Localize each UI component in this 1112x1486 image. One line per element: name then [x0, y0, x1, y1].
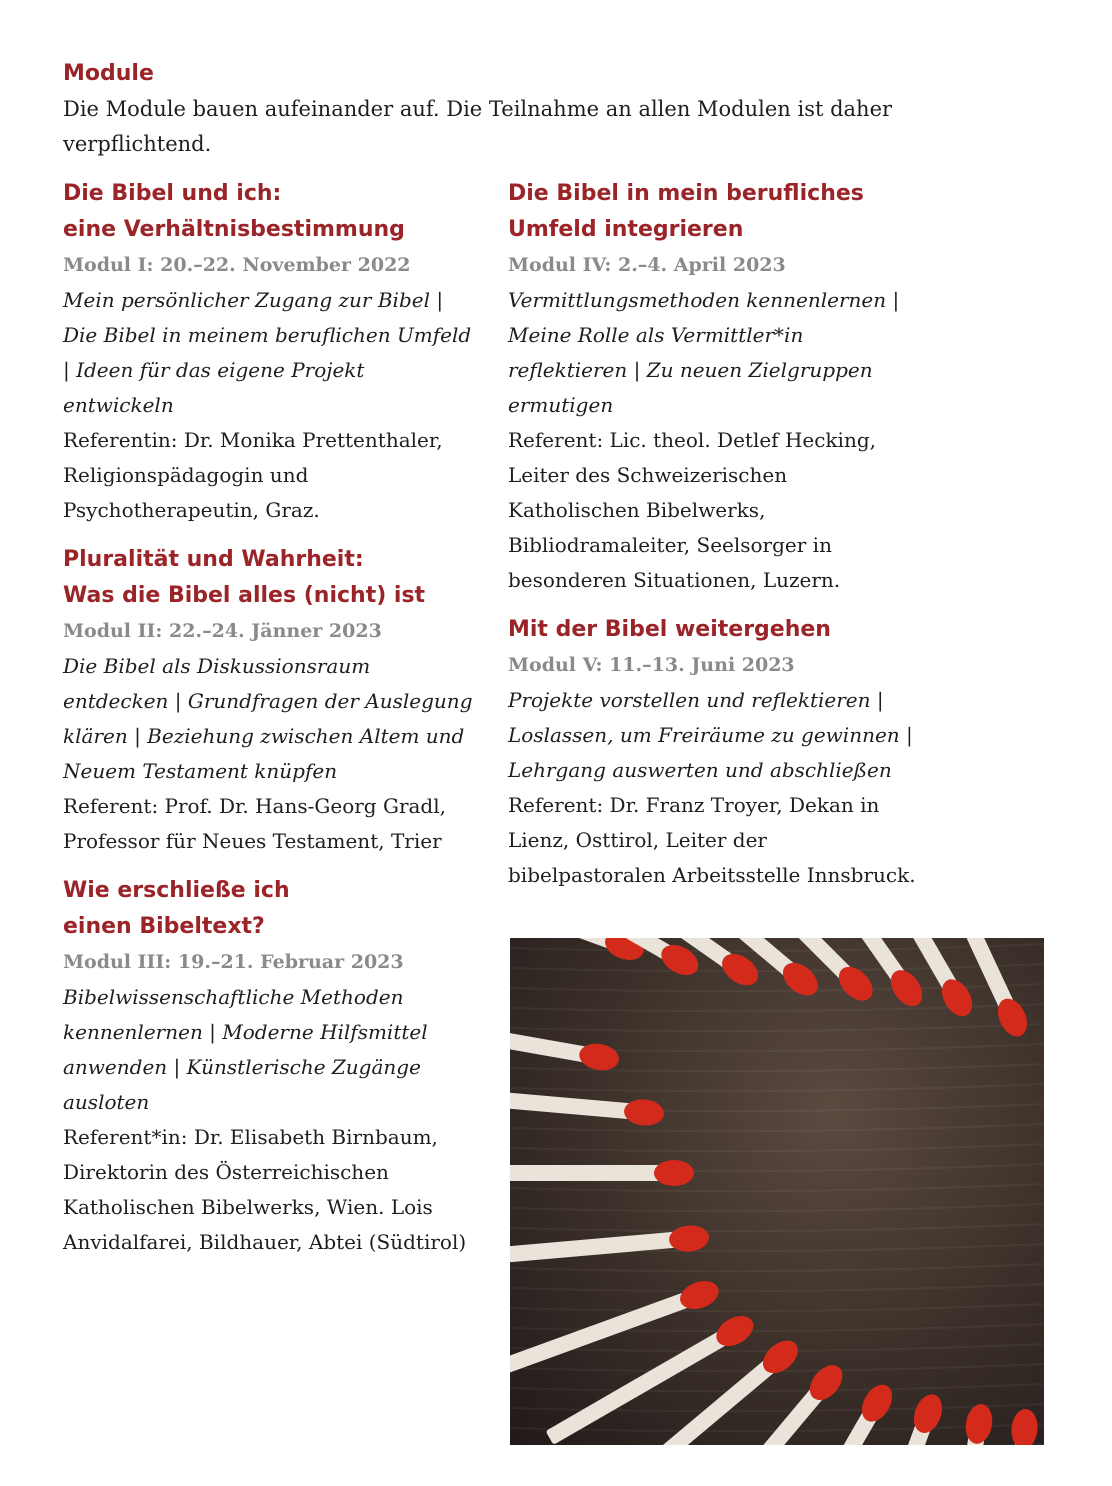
module-title-line1: Die Bibel und ich: — [63, 181, 282, 206]
intro-section — [63, 56, 963, 162]
module-title-line1: Wie erschließe ich — [63, 878, 290, 903]
module-title-line2: eine Verhältnisbestimmung — [63, 217, 405, 242]
match-stick — [510, 938, 648, 965]
module-title — [508, 612, 918, 648]
module-title-line2: Was die Bibel alles (nicht) ist — [63, 583, 426, 608]
module-speaker: Referent: Lic. theol. Detlef Hecking, Leiter des Schweizerischen Katholischen Bibelwerks, Bibliodramaleiter, Seelsorger in besonderen Situationen, Luzern. — [508, 428, 876, 592]
module-speaker: Referent*in: Dr. Elisabeth Birnbaum, Direktorin des Österreichischen Katholischen Bibelwerks, Wien. Lois Anvidalfarei, Bildhauer, Abtei (Südtirol) — [63, 1125, 467, 1254]
module-speaker: Referent: Prof. Dr. Hans-Georg Gradl, Professor für Neues Testament, Trier — [63, 794, 446, 853]
module-speaker: Referent: Dr. Franz Troyer, Dekan in Lienz, Osttirol, Leiter der bibelpastoralen Arbeitsstelle Innsbruck. — [508, 793, 916, 887]
module-speaker: Referentin: Dr. Monika Prettenthaler, Religionspädagogin und Psychotherapeutin, Graz. — [63, 428, 443, 522]
module-topics: Mein persönlicher Zugang zur Bibel | Die Bibel in meinem beruflichen Umfeld | Ideen für das eigene Projekt entwickeln — [63, 288, 472, 417]
matches-illustration — [510, 938, 1044, 1445]
module-title-line1: Die Bibel in mein berufliches — [508, 181, 864, 206]
module-topics: Vermittlungsmethoden kennenlernen | Meine Rolle als Vermittler*in reflektieren | Zu neuen Zielgruppen ermutigen — [508, 288, 900, 417]
module-topics: Die Bibel als Diskussionsraum entdecken | Grundfragen der Auslegung klären | Beziehung zwischen Altem und Neuem Testament knüpfen — [63, 654, 473, 783]
intro-text: Die Module bauen aufeinander auf. Die Teilnahme an allen Modulen ist daher verpflichtend. — [63, 97, 893, 156]
module-title-line1: Mit der Bibel weitergehen — [508, 617, 831, 642]
module-5 — [508, 612, 918, 893]
module-4 — [508, 176, 918, 598]
module-topics: Bibelwissenschaftliche Methoden kennenlernen | Moderne Hilfsmittel anwenden | Künstlerische Zugänge ausloten — [63, 985, 428, 1114]
module-date: Modul III: 19.–21. Februar 2023 — [63, 951, 404, 973]
module-title — [508, 176, 918, 248]
right-column — [508, 176, 918, 907]
section-title: Module — [63, 61, 154, 86]
module-topics: Projekte vorstellen und reflektieren | Loslassen, um Freiräume zu gewinnen | Lehrgang auswerten und abschließen — [508, 688, 913, 782]
matches-heart-photo — [510, 938, 1044, 1445]
module-1 — [63, 176, 473, 528]
module-date: Modul IV: 2.–4. April 2023 — [508, 254, 786, 276]
match-stick — [510, 1160, 694, 1186]
module-date: Modul II: 22.–24. Jänner 2023 — [63, 620, 382, 642]
module-2 — [63, 542, 473, 859]
match-stick — [510, 1007, 621, 1073]
module-date: Modul V: 11.–13. Juni 2023 — [508, 654, 795, 676]
module-title — [63, 176, 473, 248]
left-column — [63, 176, 473, 1274]
module-title-line2: einen Bibeltext? — [63, 914, 265, 939]
module-title — [63, 873, 473, 945]
module-3 — [63, 873, 473, 1260]
module-title-line1: Pluralität und Wahrheit: — [63, 547, 364, 572]
module-date: Modul I: 20.–22. November 2022 — [63, 254, 411, 276]
module-title — [63, 542, 473, 614]
module-title-line2: Umfeld integrieren — [508, 217, 744, 242]
